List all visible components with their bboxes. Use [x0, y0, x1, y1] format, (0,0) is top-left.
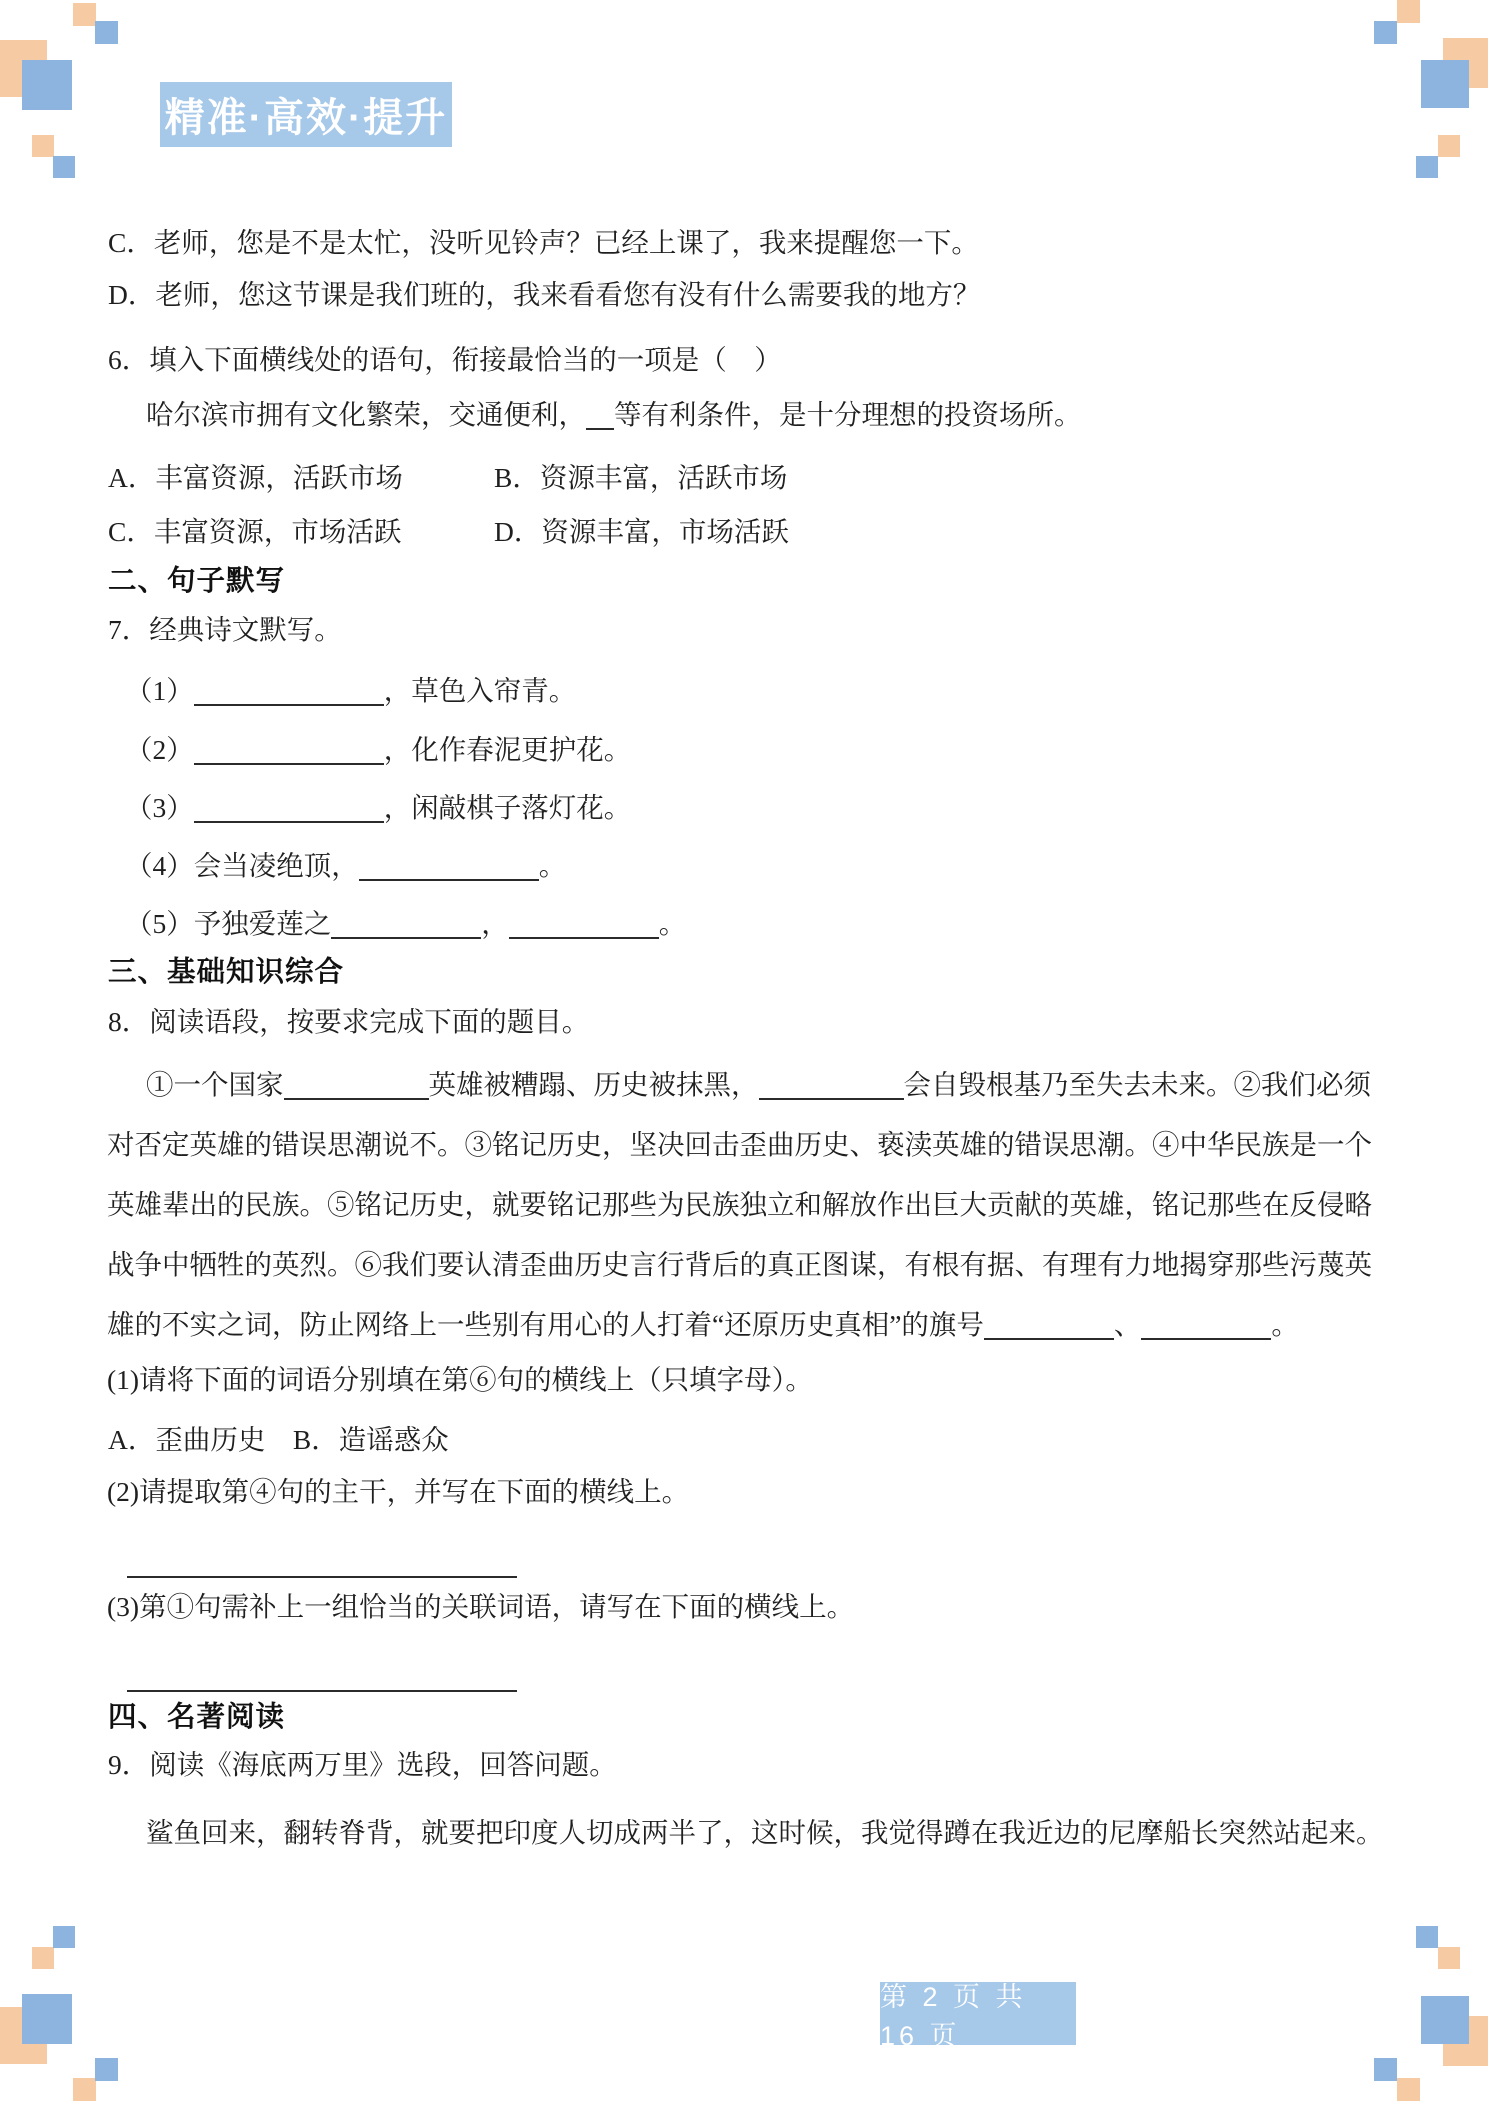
answer-blank — [1141, 1336, 1271, 1340]
decor-square-orange — [1438, 1947, 1460, 1969]
q8-line-2: 对否定英雄的错误思潮说不。③铭记历史，坚决回击歪曲历史、亵渎英雄的错误思潮。④中华民族是一个 — [107, 1129, 1372, 1160]
decor-square-blue — [1416, 1926, 1438, 1948]
decor-square-blue — [53, 1926, 75, 1948]
answer-blank — [359, 877, 539, 881]
q8-line-1: ①一个国家 英雄被糟蹋、历史被抹黑， 会自毁根基乃至失去未来。②我们必须 — [146, 1069, 1371, 1100]
q8-sub-3: (3)第①句需补上一组恰当的关联词语，请写在下面的横线上。 — [107, 1591, 855, 1622]
answer-blank — [194, 761, 384, 765]
decor-square-blue — [53, 156, 75, 178]
answer-blank — [759, 1096, 904, 1100]
decor-square-blue — [1421, 1996, 1469, 2044]
q8-line-4: 战争中牺牲的英烈。⑥我们要认清歪曲历史言行背后的真正图谋，有根有据、有理有力地揭穿那些污蔑英 — [107, 1249, 1372, 1280]
q9-stem: 9．阅读《海底两万里》选段，回答问题。 — [108, 1749, 617, 1780]
section-4-header: 四、名著阅读 — [108, 1701, 286, 1733]
answer-blank — [984, 1336, 1114, 1340]
decor-square-orange — [1397, 0, 1420, 23]
q9-passage: 鲨鱼回来，翻转脊背，就要把印度人切成两半了，这时候，我觉得蹲在我近边的尼摩船长突然站起来。 — [146, 1817, 1384, 1848]
option-5d: D．老师，您这节课是我们班的，我来看看您有没有什么需要我的地方？ — [108, 279, 981, 310]
q7-stem: 7．经典诗文默写。 — [108, 614, 342, 645]
q8-sub-1-options: A．歪曲历史 B．造谣惑众 — [108, 1424, 449, 1455]
page-number-badge — [880, 1981, 1076, 2051]
q6-option-c: C．丰富资源，市场活跃 — [108, 516, 402, 547]
q6-passage: 哈尔滨市拥有文化繁荣，交通便利， 等有利条件，是十分理想的投资场所。 — [146, 399, 1082, 430]
q8-stem: 8．阅读语段，按要求完成下面的题目。 — [108, 1006, 590, 1037]
decor-square-orange — [1438, 135, 1460, 157]
decor-square-blue — [1374, 2058, 1397, 2081]
decor-square-blue — [22, 1994, 72, 2044]
answer-blank — [284, 1096, 429, 1100]
answer-blank — [194, 702, 384, 706]
header-badge-text: 精准·高效·提升 — [164, 96, 448, 140]
page-number-text: 第 2 页 共 16 页 — [880, 1981, 1027, 2051]
q7-item-4: （4）会当凌绝顶， 。 — [125, 850, 567, 881]
q7-item-2: （2） ，化作春泥更护花。 — [125, 734, 632, 765]
decor-square-blue — [1421, 60, 1469, 108]
q6-option-a: A．丰富资源，活跃市场 — [108, 462, 403, 493]
q7-item-3: （3） ，闲敲棋子落灯花。 — [125, 792, 632, 823]
decor-square-orange — [1397, 2078, 1420, 2101]
decor-square-orange — [32, 1947, 54, 1969]
decor-square-blue — [1416, 156, 1438, 178]
decor-square-orange — [73, 3, 96, 26]
q8-line-5: 雄的不实之词，防止网络上一些别有用心的人打着“还原历史真相”的旗号 、 。 — [107, 1309, 1299, 1340]
q6-option-d: D．资源丰富，市场活跃 — [494, 516, 789, 547]
answer-blank — [586, 426, 614, 430]
option-5c: C．老师，您是不是太忙，没听见铃声？已经上课了，我来提醒您一下。 — [108, 227, 979, 258]
q8-sub-1: (1)请将下面的词语分别填在第⑥句的横线上（只填字母）。 — [107, 1364, 813, 1395]
answer-blank — [194, 819, 384, 823]
decor-square-orange — [73, 2078, 96, 2101]
q7-item-1: （1） ，草色入帘青。 — [125, 675, 577, 706]
answer-blank — [509, 935, 659, 939]
q8-line-3: 英雄辈出的民族。⑤铭记历史，就要铭记那些为民族独立和解放作出巨大贡献的英雄，铭记那些在反侵略 — [107, 1189, 1372, 1220]
q7-item-5: （5）予独爱莲之 ， 。 — [125, 908, 687, 939]
decor-square-blue — [1374, 21, 1397, 44]
q6-stem: 6．填入下面横线处的语句，衔接最恰当的一项是（ ） — [108, 344, 782, 375]
section-2-header: 二、句子默写 — [108, 565, 286, 597]
section-3-header: 三、基础知识综合 — [108, 956, 345, 988]
decor-square-orange — [32, 135, 54, 157]
q8-sub-2: (2)请提取第④句的主干，并写在下面的横线上。 — [107, 1476, 690, 1507]
decor-square-blue — [95, 2058, 118, 2081]
decor-square-blue — [22, 60, 72, 110]
answer-blank — [331, 935, 481, 939]
decor-square-blue — [95, 21, 118, 44]
q6-option-b: B．资源丰富，活跃市场 — [494, 462, 788, 493]
